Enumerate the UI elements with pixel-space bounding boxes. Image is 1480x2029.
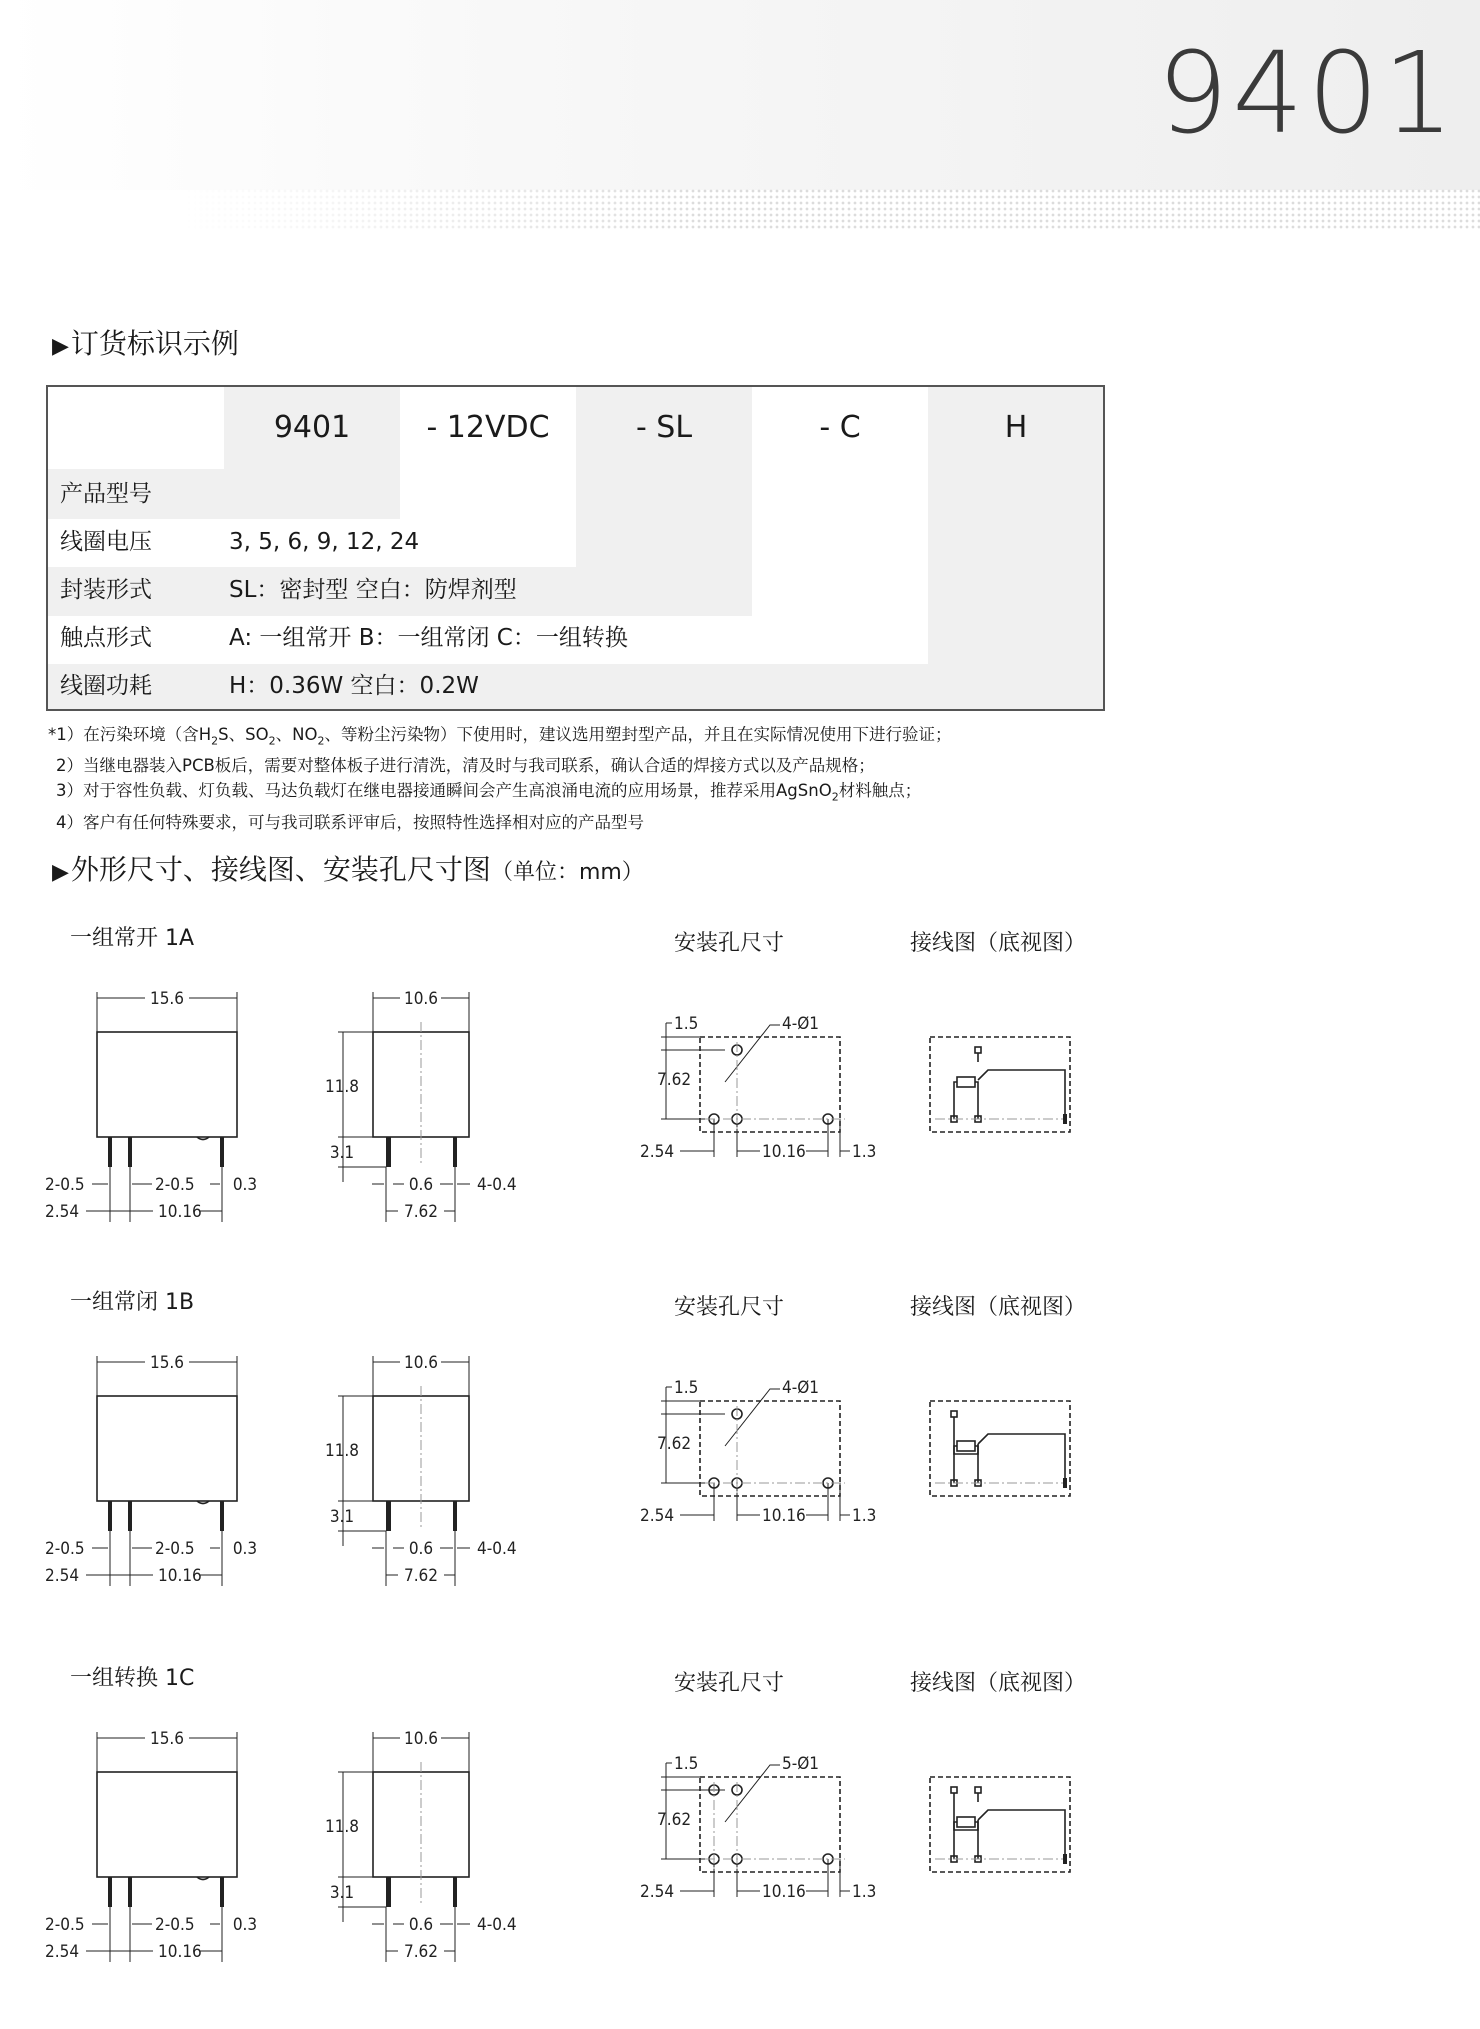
svg-text:4-0.4: 4-0.4 — [477, 1539, 517, 1559]
row-label-power: 线圈功耗 — [60, 673, 152, 699]
svg-text:1.3: 1.3 — [852, 1506, 877, 1526]
code-power: H — [1004, 410, 1028, 445]
svg-text:2-0.5: 2-0.5 — [45, 1539, 85, 1559]
svg-text:2.54: 2.54 — [45, 1566, 80, 1586]
svg-text:4-0.4: 4-0.4 — [477, 1915, 517, 1935]
svg-text:7.62: 7.62 — [403, 1942, 439, 1962]
row-value-contact: A: 一组常开 B：一组常闭 C：一组转换 — [229, 625, 628, 651]
note-4: 4）客户有任何特殊要求，可与我司联系评审后，按照特性选择相对应的产品型号 — [56, 812, 644, 832]
mount-title-1a: 安装孔尺寸 — [674, 931, 785, 956]
svg-text:2-0.5: 2-0.5 — [45, 1175, 85, 1195]
svg-text:4-Ø1: 4-Ø1 — [782, 1014, 820, 1034]
variant-title-1a: 一组常开 1A — [70, 926, 195, 951]
svg-text:10.6: 10.6 — [403, 989, 439, 1009]
dimensions-title-text: 外形尺寸、接线图、安装孔尺寸图 — [70, 853, 491, 886]
svg-text:11.8: 11.8 — [324, 1817, 360, 1837]
svg-text:2-0.5: 2-0.5 — [155, 1539, 195, 1559]
svg-text:10.6: 10.6 — [403, 1353, 439, 1373]
svg-text:4-Ø1: 4-Ø1 — [782, 1378, 820, 1398]
svg-text:11.8: 11.8 — [324, 1441, 360, 1461]
svg-text:10.16: 10.16 — [762, 1882, 806, 1902]
svg-text:11.8: 11.8 — [324, 1077, 360, 1097]
code-package: - SL — [635, 410, 693, 445]
row-value-voltage: 3, 5, 6, 9, 12, 24 — [229, 529, 420, 555]
triangle-bullet-icon: ▶ — [52, 334, 69, 359]
svg-text:7.62: 7.62 — [403, 1202, 439, 1222]
svg-text:3.1: 3.1 — [329, 1507, 355, 1527]
notes-list — [48, 722, 951, 835]
svg-text:2-0.5: 2-0.5 — [45, 1915, 85, 1935]
svg-text:2.54: 2.54 — [45, 1202, 80, 1222]
mount-title-1c: 安装孔尺寸 — [674, 1671, 785, 1696]
svg-text:10.16: 10.16 — [762, 1506, 806, 1526]
svg-text:5-Ø1: 5-Ø1 — [782, 1754, 820, 1774]
header-dot-pattern — [180, 188, 1480, 230]
svg-text:10.6: 10.6 — [403, 1729, 439, 1749]
svg-text:2.54: 2.54 — [640, 1882, 675, 1902]
wiring-title-1b: 接线图（底视图） — [910, 1295, 1087, 1320]
svg-text:0.6: 0.6 — [408, 1539, 434, 1559]
svg-text:10.16: 10.16 — [158, 1202, 202, 1222]
svg-text:15.6: 15.6 — [149, 1729, 185, 1749]
svg-text:1.5: 1.5 — [674, 1014, 699, 1034]
note-3: 3）对于容性负载、灯负载、马达负载灯在继电器接通瞬间会产生高浪涌电流的应用场景，推荐采用AgSnO$_2$材料触点； — [56, 781, 922, 804]
drawing-row-a — [0, 980, 1480, 1280]
row-value-package: SL：密封型 空白：防焊剂型 — [229, 577, 517, 603]
svg-text:2.54: 2.54 — [640, 1142, 675, 1162]
svg-text:7.62: 7.62 — [657, 1810, 692, 1830]
row-label-package: 封装形式 — [60, 577, 152, 603]
svg-text:0.3: 0.3 — [232, 1175, 258, 1195]
svg-text:0.6: 0.6 — [408, 1915, 434, 1935]
variant-title-1b: 一组常闭 1B — [70, 1290, 195, 1315]
svg-text:7.62: 7.62 — [657, 1434, 692, 1454]
row-label-contact: 触点形式 — [60, 625, 152, 651]
ordering-code-table — [46, 385, 1105, 711]
svg-text:10.16: 10.16 — [762, 1142, 806, 1162]
svg-text:10.16: 10.16 — [158, 1942, 202, 1962]
model-title: 9401 — [1156, 29, 1458, 159]
row-value-power: H：0.36W 空白：0.2W — [229, 673, 479, 699]
code-voltage: - 12VDC — [426, 410, 550, 445]
svg-text:10.16: 10.16 — [158, 1566, 202, 1586]
svg-text:1.5: 1.5 — [674, 1754, 699, 1774]
note-1: *1）在污染环境（含$H_2S$、$SO_2$、$NO_2$、等粉尘污染物）下使用时，建议选用塑封型产品，并且在实际情况使用下进行验证； — [48, 725, 952, 748]
row-label-model: 产品型号 — [60, 481, 152, 507]
svg-text:0.6: 0.6 — [408, 1175, 434, 1195]
unit-label: （单位：mm） — [490, 860, 644, 885]
svg-text:3.1: 3.1 — [329, 1143, 355, 1163]
svg-text:2.54: 2.54 — [45, 1942, 80, 1962]
svg-text:2-0.5: 2-0.5 — [155, 1915, 195, 1935]
row-label-voltage: 线圈电压 — [60, 529, 152, 555]
svg-text:2.54: 2.54 — [640, 1506, 675, 1526]
svg-text:1.5: 1.5 — [674, 1378, 699, 1398]
svg-text:0.3: 0.3 — [232, 1539, 258, 1559]
ordering-section-title — [52, 327, 239, 360]
mount-title-1b: 安装孔尺寸 — [674, 1295, 785, 1320]
drawing-row-c — [0, 1720, 1480, 2020]
wiring-title-1a: 接线图（底视图） — [910, 931, 1087, 956]
svg-text:2-0.5: 2-0.5 — [155, 1175, 195, 1195]
ordering-title-text: 订货标识示例 — [70, 327, 239, 360]
svg-text:7.62: 7.62 — [657, 1070, 692, 1090]
svg-text:4-0.4: 4-0.4 — [477, 1175, 517, 1195]
drawing-row-b — [0, 1344, 1480, 1644]
variant-title-1c: 一组转换 1C — [70, 1666, 195, 1691]
note-2: 2）当继电器装入PCB板后，需要对整体板子进行清洗，清及时与我司联系，确认合适的焊接方式以及产品规格； — [56, 756, 875, 776]
svg-text:1.3: 1.3 — [852, 1882, 877, 1902]
triangle-bullet-icon: ▶ — [52, 860, 69, 885]
svg-text:15.6: 15.6 — [149, 1353, 185, 1373]
svg-text:3.1: 3.1 — [329, 1883, 355, 1903]
code-model: 9401 — [273, 410, 351, 445]
wiring-title-1c: 接线图（底视图） — [910, 1671, 1087, 1696]
svg-text:7.62: 7.62 — [403, 1566, 439, 1586]
code-contact: - C — [819, 410, 861, 445]
svg-text:15.6: 15.6 — [149, 989, 185, 1009]
svg-text:0.3: 0.3 — [232, 1915, 258, 1935]
svg-text:1.3: 1.3 — [852, 1142, 877, 1162]
dimensions-section-title — [52, 853, 644, 886]
